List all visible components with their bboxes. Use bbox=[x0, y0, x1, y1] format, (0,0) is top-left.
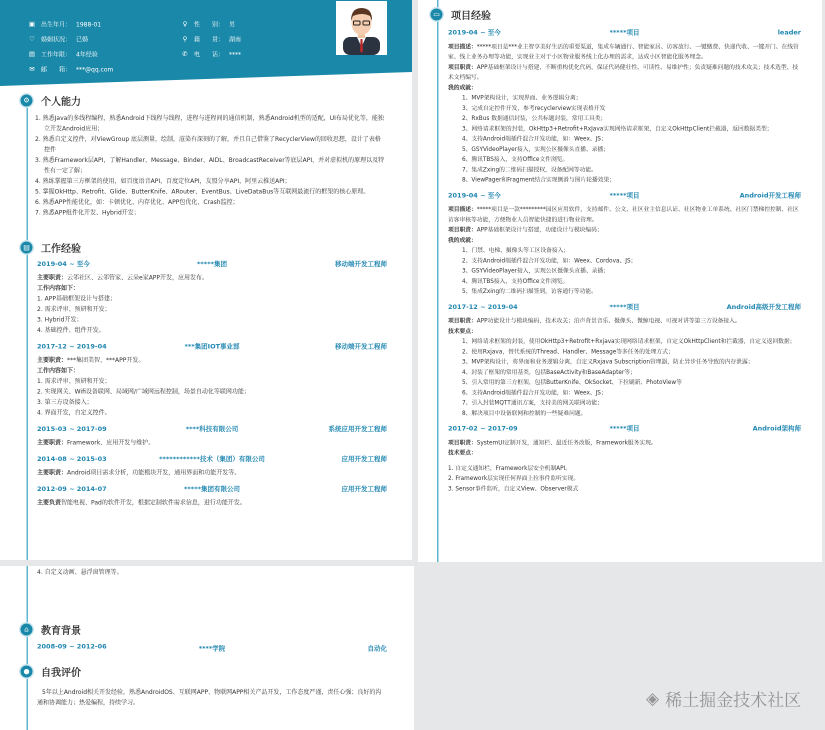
skill-item: 2. 熟悉自定义控件，对ViewGroup 底层测量，绘制，渲染有深刻的了解，并且自己借鉴了RecyclerView的回收思想，设计了表格控件 bbox=[35, 135, 381, 153]
work-role: 应用开发工程师 bbox=[341, 485, 387, 493]
entry-line bbox=[448, 255, 801, 265]
skill-item: 5. 掌握OkHttp、Retrofit、Glide、ButterKnife、ARouter、EventBus、LiveDataBus等互联网最流行的框架的核心原理。 bbox=[35, 188, 370, 195]
entry-line bbox=[37, 355, 387, 366]
entry-line bbox=[448, 144, 801, 154]
info-value: ***@qq.com bbox=[76, 65, 114, 73]
entry-line-text: 7、集成Zxing的二维码扫描授权，设备配网等功能。 bbox=[462, 165, 597, 173]
entry-line bbox=[448, 134, 801, 144]
skill-item: 1. 熟悉Java的多线程编程，熟悉Android下线程与线程，进程与进程间的通信机制，熟悉Android机型的适配，UI布局优化等，能独立开发Android应用； bbox=[35, 114, 384, 132]
juejin-logo-icon: ◈ bbox=[646, 688, 660, 709]
entry-line-text: 2. 需求评审、预研和开发； bbox=[37, 305, 111, 313]
entry-line bbox=[37, 304, 387, 315]
entry-line-label: 项目职责： bbox=[448, 226, 477, 233]
section-title: 教育背景 bbox=[41, 624, 81, 637]
work-role: 移动端开发工程师 bbox=[334, 260, 387, 268]
timeline-line bbox=[27, 566, 29, 730]
entry-line-text: 3、网络请求框架的封装，OkHttp3+Retrofit+RxJava实现网络请求框架，自定义OkHttpClient拦截器，返回数据类型； bbox=[462, 124, 773, 132]
entry-line-text: ***集团美智、***APP开发。 bbox=[67, 356, 145, 364]
project-entry-header bbox=[448, 28, 801, 38]
work-entry-header bbox=[37, 259, 387, 270]
section-education-heading bbox=[19, 622, 81, 637]
entry-line-text: 2、RxBus 数据通信封装，公共标题封装，常用工具类； bbox=[462, 114, 607, 122]
info-label: 出生年月： bbox=[41, 21, 72, 28]
entry-line bbox=[37, 408, 387, 419]
entry-line-text: SystemUI定制开发，通知栏、最近任务改版，Framework服务实现。 bbox=[476, 438, 657, 446]
entry-line-text: *****项目是一款*********园区应用软件，支持邮件、公文、社区业主信息认证、社区物业工单系统、社区门禁梯控控制、社区访客审核等功能，方便物业人员智能快捷的进行物业管理。 bbox=[448, 205, 799, 223]
resume-page-3 bbox=[0, 566, 414, 730]
entry-line-text: 2. Framework层实现任何界面上拉事件监听实现。 bbox=[448, 474, 580, 482]
project-name: *****项目 bbox=[609, 303, 640, 311]
entry-line bbox=[448, 357, 801, 367]
skills-list bbox=[35, 113, 385, 218]
watermark bbox=[646, 686, 801, 711]
project-role: Android高级开发工程师 bbox=[726, 303, 801, 311]
entry-line-label: 项目描述： bbox=[448, 205, 477, 213]
entry-line-label: 技术要点： bbox=[448, 449, 477, 456]
education-major: 自动化 bbox=[367, 645, 387, 653]
profile-photo bbox=[336, 1, 387, 55]
info-item bbox=[28, 20, 101, 29]
skill-item: 4. 熟练掌握第三方框架的使用，如百度语音API，百度定位API，友盟分享API，阿里云推送API； bbox=[35, 177, 291, 185]
entry-line bbox=[448, 204, 801, 225]
education-date: 2008-09 ~ 2012-06 bbox=[37, 643, 107, 651]
entry-line-text: 8、解决项目中设备联网和控制的一些疑难问题。 bbox=[462, 409, 587, 417]
info-value: 1988-01 bbox=[76, 20, 102, 28]
work-role: 系统应用开发工程师 bbox=[328, 425, 387, 433]
info-item bbox=[181, 50, 241, 59]
entry-line bbox=[448, 245, 801, 255]
project-date: 2019-04 ~ 至今 bbox=[448, 191, 501, 200]
entry-line bbox=[448, 276, 801, 286]
work-date: 2019-04 ~ 至今 bbox=[37, 260, 90, 268]
work-role: 应用开发工程师 bbox=[341, 455, 387, 463]
entry-line-label: 项目职责： bbox=[448, 317, 477, 324]
project-date: 2017-12 ~ 2019-04 bbox=[448, 303, 518, 311]
entry-line bbox=[37, 397, 387, 408]
entry-line-text: 8、ViewPager和Fragment结合实现侧滑与图片轮播效果； bbox=[462, 176, 616, 183]
entry-line-text: 4. 界面开发，自定义控件。 bbox=[37, 409, 111, 416]
section-title: 个人能力 bbox=[41, 95, 81, 108]
entry-line bbox=[37, 325, 387, 336]
project-name: *****项目 bbox=[609, 425, 640, 433]
calendar-icon: ▣ bbox=[28, 20, 36, 28]
folder-icon: ▭ bbox=[429, 7, 444, 22]
entry-line-label: 项目职责： bbox=[448, 438, 477, 446]
section-title: 自我评价 bbox=[41, 666, 81, 679]
entry-line-label: 主要职责： bbox=[37, 356, 68, 364]
entry-line bbox=[448, 123, 801, 133]
entry-line-label: 技术要点： bbox=[448, 327, 477, 335]
entry-line bbox=[448, 483, 801, 493]
info-label: 工作年限： bbox=[41, 51, 72, 58]
info-item bbox=[181, 20, 235, 29]
entry-line-text: 6、腾讯TBS接入，支持Office文件浏览。 bbox=[462, 155, 569, 163]
work-date: 2012-09 ~ 2014-07 bbox=[37, 485, 107, 493]
entry-line-text: 6、支持Android端插件混合开发功能，如：Weex、JS； bbox=[462, 388, 607, 396]
briefcase-icon: ▤ bbox=[28, 50, 36, 58]
info-value: 4年经验 bbox=[76, 51, 98, 58]
education-school: ****学院 bbox=[198, 645, 226, 653]
project-name: *****项目 bbox=[609, 29, 640, 37]
entry-line bbox=[37, 468, 387, 479]
info-label: 婚姻状况： bbox=[41, 36, 72, 43]
skill-item: 3. 熟悉Framework层API，了解Handler、Message、Binder、AIDL、BroadcastReceiver等底层API，并对虚拟机的原理以及特性有一定了解； bbox=[35, 156, 385, 174]
work-entry-header bbox=[37, 424, 387, 435]
projects-list bbox=[448, 22, 801, 494]
info-value: 已婚 bbox=[76, 36, 89, 43]
entry-line-text: 1、网络请求框架的封装，使用OkHttp3+Retrofit+Rxjava实现网络请求框架，自定义OkHttpClient和拦截器，自定义返回数据； bbox=[462, 337, 796, 345]
entry-line bbox=[448, 93, 801, 103]
section-title: 工作经验 bbox=[41, 242, 81, 255]
section-self-eval-heading bbox=[19, 664, 81, 679]
skill-item: 6. 熟悉APP性能优化，如：卡顿优化、内存优化、APP包优化、Crash监控； bbox=[35, 198, 239, 206]
entry-line-label: 项目职责： bbox=[448, 63, 477, 71]
briefcase-icon: ▤ bbox=[19, 240, 34, 255]
info-label: 邮 箱： bbox=[41, 66, 72, 73]
work-entry-header bbox=[37, 484, 387, 495]
entry-line bbox=[448, 316, 801, 326]
entry-line bbox=[37, 273, 387, 284]
entry-line-text: 2. 实现网关、Wifi设备联网、局域网/广域网远程控制，场景自动化等联网功能； bbox=[37, 388, 250, 395]
entry-line bbox=[37, 438, 387, 449]
info-label: 籍 贯： bbox=[194, 36, 225, 43]
entry-line-text: Android项目需求分析，功能模块开发，通用界面和功能开发等。 bbox=[67, 469, 241, 476]
entry-line bbox=[37, 315, 387, 326]
entry-line-text: 3、完成自定控件开发，参考recyclerview实现表格开发 bbox=[462, 104, 606, 112]
entry-line-label: 项目描述： bbox=[448, 42, 477, 50]
work-date: 2015-03 ~ 2017-09 bbox=[37, 425, 107, 433]
entry-line bbox=[448, 266, 801, 276]
entry-line bbox=[448, 398, 801, 408]
project-date: 2017-02 ~ 2017-09 bbox=[448, 425, 518, 433]
entry-line-label: 我的成就： bbox=[448, 236, 477, 244]
entry-line bbox=[448, 286, 801, 296]
section-title: 项目经验 bbox=[451, 9, 491, 22]
entry-line-label: 主要职责： bbox=[37, 274, 68, 281]
entry-line-label: 我的成就： bbox=[448, 83, 477, 91]
entry-line-text: 1、门禁、电梯、摄像头等工区设备接入； bbox=[462, 246, 570, 254]
work-company: ***集团IOT事业部 bbox=[184, 343, 240, 351]
work-date: 2014-08 ~ 2015-03 bbox=[37, 455, 107, 463]
entry-line bbox=[448, 463, 801, 473]
entry-line-text: 5、引入常用的第三方框架，包括ButterKnife、OkSocket、下拉刷新、PhotoView等 bbox=[462, 378, 682, 386]
entry-line-text: *****项目是***业主智享美好生活的重要渠道，集成车辆通行、智能家居、访客放行、一键缴费、快递代收、一键开门、在线管家、线上业务办理等功能，实现业主对于小区物业服务线上化办理的需求，达成小区智能化服务理念。 bbox=[448, 42, 799, 60]
heart-icon: ♡ bbox=[29, 35, 35, 43]
entry-line bbox=[37, 294, 387, 305]
entry-line bbox=[448, 473, 801, 483]
info-item bbox=[28, 35, 88, 44]
entry-line bbox=[448, 225, 801, 235]
info-label: 性 别： bbox=[194, 21, 225, 28]
entry-line bbox=[448, 326, 801, 336]
entry-line bbox=[448, 113, 801, 123]
entry-line bbox=[448, 82, 801, 92]
work-list bbox=[37, 253, 387, 508]
graduation-cap-icon: ⌂ bbox=[19, 622, 34, 637]
info-item bbox=[181, 35, 241, 44]
entry-line-text: 2、支持Android端插件混合开发功能，如：Weex、Cordova、JS； bbox=[462, 256, 637, 264]
entry-line bbox=[37, 283, 387, 294]
skill-item: 7. 熟悉APP组件化开发、Hybrid开发； bbox=[35, 209, 140, 216]
entry-line-text: 1. 需求评审、预研和开发； bbox=[37, 377, 111, 385]
entry-line-text: 4、腾讯TBS接入，支持Office文件浏览。 bbox=[462, 277, 569, 285]
info-item bbox=[28, 50, 98, 59]
project-entry-header bbox=[448, 302, 801, 312]
section-projects-heading bbox=[429, 7, 491, 22]
entry-line-text: 云邻社区、云邻管家、云朵e家APP开发，应用发布。 bbox=[67, 274, 209, 281]
project-name: *****项目 bbox=[609, 191, 640, 200]
info-value: 湖南 bbox=[229, 36, 242, 43]
project-entry-header bbox=[448, 424, 801, 434]
entry-line-text: APP基础框架设计与搭建，功能设计与模块编码； bbox=[476, 226, 603, 233]
entry-line bbox=[448, 62, 801, 83]
education-row bbox=[37, 643, 387, 653]
entry-line bbox=[37, 498, 387, 509]
timeline-line bbox=[437, 0, 439, 562]
resume-page-2 bbox=[418, 0, 822, 562]
entry-line-text: 4、封装了框架的常用基类，包括BaseActivity和BaseAdapter等； bbox=[462, 368, 636, 376]
entry-line-text: 3. Hybrid开发； bbox=[37, 316, 83, 323]
info-value: 男 bbox=[229, 21, 236, 28]
entry-line bbox=[448, 235, 801, 245]
info-item bbox=[28, 65, 113, 74]
entry-line-text: 3. 第三方设备接入； bbox=[37, 398, 93, 406]
work-company: *****集团有限公司 bbox=[183, 485, 240, 493]
entry-line-text: Framework、应用开发与维护。 bbox=[67, 439, 155, 446]
entry-line-text: 1. APP基础框架设计与搭建； bbox=[37, 295, 116, 302]
gender-icon: ♀ bbox=[182, 20, 188, 28]
entry-line bbox=[448, 41, 801, 62]
entry-line-label: 主要职责： bbox=[37, 469, 68, 476]
entry-line bbox=[37, 387, 387, 398]
work-company: ************技术（集团）有限公司 bbox=[159, 455, 265, 463]
entry-line-text: 3、GSYVideoPlayer接入，实现公区摄像头直播、录播； bbox=[462, 267, 610, 274]
project-date: 2019-04 ~ 至今 bbox=[448, 29, 501, 37]
work-entry-header bbox=[37, 454, 387, 465]
info-value: **** bbox=[229, 50, 242, 58]
entry-line bbox=[448, 175, 801, 185]
resume-page-1 bbox=[0, 0, 412, 560]
work-role: 移动端开发工程师 bbox=[334, 343, 387, 351]
entry-line bbox=[448, 346, 801, 356]
work-entry-header bbox=[37, 342, 387, 353]
entry-line-text: 4、支持Android端插件混合开发功能，如：Weex、JS； bbox=[462, 135, 607, 142]
entry-line-label: 工作内容如下： bbox=[37, 367, 80, 374]
entry-line-label: 工作内容如下： bbox=[37, 284, 80, 292]
entry-line bbox=[448, 387, 801, 397]
entry-line-text: 3、MVP架构设计，将界面和业务逻辑分离，自定义Rxjava Subscription管理器，防止异步任务导致的内存泄露； bbox=[462, 358, 754, 365]
watermark-text: 稀土掘金技术社区 bbox=[665, 691, 802, 711]
entry-line bbox=[448, 367, 801, 377]
entry-line bbox=[448, 154, 801, 164]
entry-line-text: APP基础框架设计与搭建，不断重构优化代码，保证代码健壮性、可读性、易维护性；负责疑难问题的技术攻关；技术选型、技术文档编写。 bbox=[448, 63, 799, 81]
entry-line-text: 智能电视、Pad的软件开发，根据定制软件需求信息，进行功能开发。 bbox=[61, 499, 246, 506]
work-date: 2017-12 ~ 2019-04 bbox=[37, 343, 107, 351]
entry-line bbox=[448, 377, 801, 387]
phone-icon: ✆ bbox=[182, 50, 188, 58]
entry-line-text: 7、引入封装MQTT通讯方案，支持美的网关联网功能； bbox=[462, 399, 603, 406]
work-continued-item: 4. 自定义动画、悬浮窗管理等。 bbox=[37, 568, 123, 576]
project-role: Android架构师 bbox=[752, 425, 801, 433]
entry-line bbox=[37, 376, 387, 387]
section-skills-heading bbox=[19, 93, 81, 108]
info-label: 电 话： bbox=[194, 51, 225, 58]
work-company: ****科技有限公司 bbox=[185, 425, 239, 433]
entry-line bbox=[448, 437, 801, 447]
entry-line bbox=[37, 366, 387, 377]
entry-line-text: 5、集成Zxing的二维码扫描签到，访客通行等功能。 bbox=[462, 287, 597, 295]
mail-icon: ✉ bbox=[29, 65, 35, 73]
project-entry-header bbox=[448, 191, 801, 201]
work-company: *****集团 bbox=[196, 260, 227, 268]
location-icon: ⚲ bbox=[182, 35, 188, 43]
entry-line-text: APP功能设计与模块编码，技术攻关；泊声背景音乐、摄像头、微鲸电视、可视对讲等第三方设备接入。 bbox=[476, 317, 741, 324]
entry-line bbox=[448, 408, 801, 418]
user-icon: ● bbox=[19, 664, 34, 679]
timeline-line bbox=[27, 100, 29, 560]
entry-line bbox=[448, 336, 801, 346]
self-eval-text: 5年以上Android相关开发经验，熟悉AndroidOS、互联网APP、物联网APP相关产品开发，工作态度严谨，责任心强；良好的沟通和协调能力；热爱编程，持续学习。 bbox=[37, 688, 382, 706]
entry-line-label: 主要负责 bbox=[37, 499, 62, 506]
entry-line-text: 1. 自定义通知栏，Framework层安全机制API。 bbox=[448, 464, 571, 472]
entry-line-text: 5、GSYVideoPlayer接入，实现公区摄像头直播、录播； bbox=[462, 145, 610, 153]
entry-line-label: 主要职责： bbox=[37, 439, 68, 446]
entry-line-text: 1、MVP架构设计，实现界面、业务逻辑分离； bbox=[462, 94, 582, 101]
project-role: Android开发工程师 bbox=[739, 191, 801, 200]
gear-icon: ⚙ bbox=[19, 93, 34, 108]
entry-line bbox=[448, 448, 801, 458]
entry-line-text: 3. Sensor事件监听，自定义View、Observer模式 bbox=[448, 484, 579, 492]
project-role: leader bbox=[777, 29, 801, 37]
entry-line bbox=[448, 103, 801, 113]
entry-line bbox=[448, 164, 801, 174]
entry-line-text: 4. 基础控件、组件开发。 bbox=[37, 326, 105, 334]
entry-line-text: 2、使用Rxjava，替代系统的Thread、Handler、Message等多任务的处理方式； bbox=[462, 347, 674, 355]
